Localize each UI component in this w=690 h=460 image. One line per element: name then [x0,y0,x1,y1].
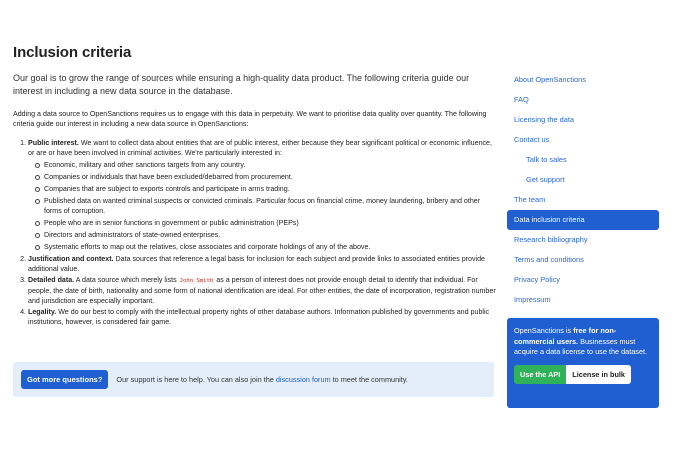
sidebar-item-terms[interactable]: Terms and conditions [514,255,584,264]
list-item: Systematic efforts to map out the relatives, close associates and corporate holdings of any of the above. [35,242,496,252]
sidebar-item-data-inclusion-criteria[interactable]: Data inclusion criteria [507,210,659,230]
page-title: Inclusion criteria [13,44,132,61]
promo-buttons [514,365,652,384]
sidebar-item-talk-to-sales[interactable]: Talk to sales [526,155,567,164]
promo-text-bold: free for non-commercial users. [514,326,617,346]
sidebar-item-contact[interactable]: Contact us [514,135,550,144]
list-item: People who are in senior functions in government or public administration (PEPs) [35,218,496,228]
sidebar-item-faq[interactable]: FAQ [514,95,529,104]
callout-text-before: Our support is here to help. You can also join the [116,375,276,384]
criterion-text: as a person of interest does not provide enough detail to identify that individual. For people, the date of birth, nationality and some form of national identification are ideal. For other entities, the date of incorporation, registration number and jurisdiction are especially important. [28,276,496,305]
license-promo-box [507,318,659,408]
use-the-api-button[interactable]: Use the API [514,365,566,384]
list-item: Published data on wanted criminal suspects or convicted criminals. Particular focus on financial crime, money laundering, bribery and other forms of corruption. [35,196,496,216]
sidebar-item-research-bibliography[interactable]: Research bibliography [514,235,588,244]
list-item: Companies that are subject to exports controls and participate in arms trading. [35,184,496,194]
list-item: Economic, military and other sanctions targets from any country. [35,160,496,170]
criterion-detailed-data [28,275,496,306]
callout-text-after: to meet the community. [330,375,408,384]
support-callout [13,362,494,397]
criteria-list [13,138,496,327]
criterion-text: We do our best to comply with the intellectual property rights of other database authors. Information published by governments and public institutions, however, is considered fair game. [28,308,490,326]
sidebar-item-get-support[interactable]: Get support [526,175,565,184]
criterion-title: Public interest. [28,139,79,147]
main-content [13,44,496,328]
criterion-legality [28,307,496,327]
criterion-title: Justification and context. [28,255,114,263]
promo-text [514,326,652,358]
callout-text [116,375,408,384]
example-name-code: John Smith [179,278,214,284]
public-interest-sublist [28,160,496,252]
criterion-title: Legality. [28,308,57,316]
license-in-bulk-button[interactable]: License in bulk [566,365,631,384]
promo-text-before: OpenSanctions is [514,326,574,335]
criterion-title: Detailed data. [28,276,75,284]
list-item: Companies or individuals that have been excluded/debarred from procurement. [35,172,496,182]
criterion-text: We want to collect data about entities that are of public interest, either because they bear significant political or economic influence, or are or have been involved in criminal activities. We're particularly interested in: [28,139,492,157]
promo-text-after: Businesses must acquire a data license to use the dataset. [514,336,648,356]
sidebar-item-licensing[interactable]: Licensing the data [514,115,574,124]
criterion-text: A data source which merely lists [74,276,179,284]
sidebar-item-about[interactable]: About OpenSanctions [514,75,586,84]
sidebar-item-team[interactable]: The team [514,195,546,204]
criterion-public-interest [28,138,496,252]
sidebar-item-impressum[interactable]: Impressum [514,295,551,304]
list-item: Directors and administrators of state-owned enterprises. [35,230,496,240]
lead-paragraph: Our goal is to grow the range of sources while ensuring a high-quality data product. The following criteria guide our interest in including a new data source in the database. [13,73,470,96]
got-more-questions-button[interactable]: Got more questions? [21,370,108,389]
criterion-justification [28,254,496,274]
discussion-forum-link[interactable]: discussion forum [275,375,331,384]
sidebar-item-privacy[interactable]: Privacy Policy [514,275,560,284]
criterion-text: Data sources that reference a legal basis for inclusion for each subject and provide links to associated entities provide additional value. [28,255,485,273]
intro-paragraph: Adding a data source to OpenSanctions requires us to engage with this data in perpetuity. We want to prioritise data quality over quantity. The following criteria guide our interest in including a new data source in OpenSanctions: [13,110,487,128]
sidebar-nav [507,70,659,310]
